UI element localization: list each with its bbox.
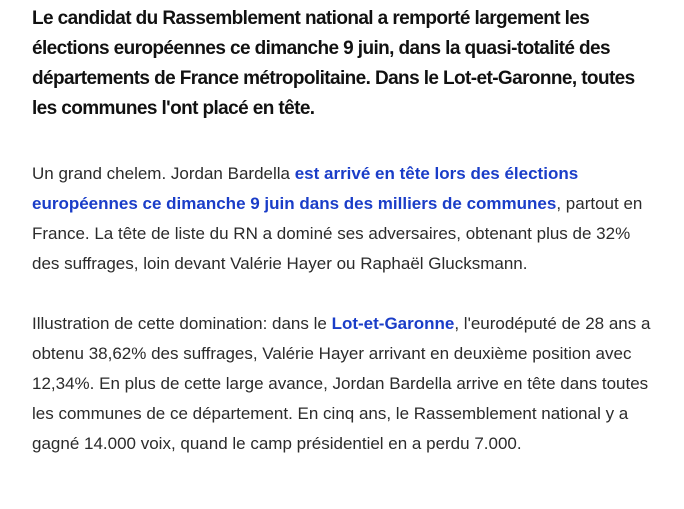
paragraph-text: , partout en France. La tête de liste du RN a dominé ses adversaires, obtenant plus de 32% des suffrages, loin devant Valérie Hayer ou Raphaël Glucksmann.	[32, 194, 643, 273]
article-paragraph	[32, 309, 652, 459]
article-link-lot-et-garonne[interactable]: Lot-et-Garonne	[331, 314, 455, 333]
paragraph-text: , l'eurodéputé de 28 ans a obtenu 38,62% des suffrages, Valérie Hayer arrivant en deuxième position avec 12,34%. En plus de cette large avance, Jordan Bardella arrive en tête dans toutes les communes de ce département. En cinq ans, le Rassemblement national y a gagné 14.000 voix, quand le camp présidentiel en a perdu 7.000.	[32, 314, 651, 453]
paragraph-text: Un grand chelem. Jordan Bardella	[32, 164, 295, 183]
article-lead: Le candidat du Rassemblement national a remporté largement les élections européennes ce dimanche 9 juin, dans la quasi-totalité des départements de France métropolitaine. Dans le Lot-et-Garonne, toutes les communes l'ont placé en tête.	[32, 8, 635, 119]
article-link-elections[interactable]: est arrivé en tête lors des élections européennes ce dimanche 9 juin dans des milliers de communes	[32, 164, 579, 213]
article-body	[32, 0, 652, 459]
paragraph-text: Illustration de cette domination: dans le	[32, 314, 332, 333]
article-paragraph	[32, 159, 652, 279]
